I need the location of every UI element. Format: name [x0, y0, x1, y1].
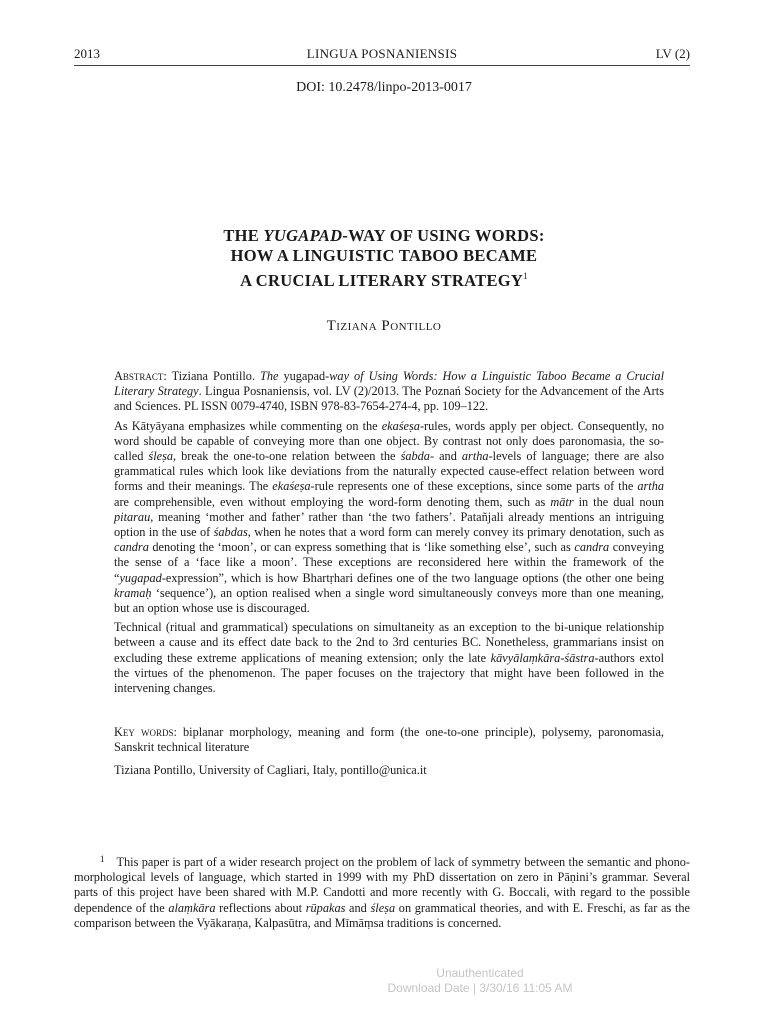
title-line-1: THE YUGAPAD-WAY OF USING WORDS: [223, 226, 545, 245]
text-run: This paper is part of a wider research project on the problem of lack of symmetry between the semantic and phono-morphological levels of language, which started in 1999 with my PhD dissertation on zero in Pāṇini’s grammar. Several parts of this project have been shared with M.P. Candotti and more recently with G. Boccali, with regard to the possible dependence of the [74, 855, 690, 915]
text-run: , break the one-to-one relation between the [173, 449, 401, 464]
text-run: , when he notes that a word form can merely convey its primary denotation, such as [247, 525, 664, 540]
title-line-3: A CRUCIAL LITERARY STRATEGY$^1$ [240, 271, 528, 290]
keywords: Key words: biplanar morphology, meaning and form (the one-to-one principle), polysemy, paronomasia, Sanskrit technical literature [114, 725, 664, 755]
text-run: -rules, words apply per object. Consequently, no word should be capable of conveying more than one object. By contrast not only does paronomasia, the so-called [114, 418, 664, 464]
author-affiliation: Tiziana Pontillo, University of Cagliari, Italy, pontillo@unica.it [114, 763, 427, 777]
text-run: denoting the ‘moon’, or can express something that is ‘like something else’, such as [148, 540, 575, 555]
running-header [74, 46, 690, 66]
italic-term: alaṃkāra [168, 900, 216, 915]
text-run: -rule represents one of these exceptions, since some parts of the [310, 479, 638, 494]
footnote [74, 852, 690, 931]
title-footnote-marker[interactable]: 1 [523, 271, 528, 281]
italic-term: kāvyālaṃkāra-śāstra [490, 650, 595, 665]
italic-term: kramaḥ [114, 585, 152, 600]
title-line-2: HOW A LINGUISTIC TABOO BECAME [230, 246, 538, 265]
italic-term: rūpakas [305, 900, 346, 915]
header-rule [74, 65, 690, 66]
text-run: , meaning ‘mother and father’ rather than ‘the two fathers’. Patañjali already mentions an intriguing option in the use of [114, 509, 664, 540]
italic-term: mātr [550, 494, 574, 509]
text-run: conveying the sense of a ‘face like a moon’. These exceptions are reconsidered here within the framework of the “ [114, 540, 664, 585]
abstract-paragraph [114, 620, 664, 696]
text-run: -expression”, which is how Bhartṛhari defines one of the two language options (the other one being [161, 570, 664, 585]
italic-term: ekaśeṣa [381, 418, 420, 433]
article-title [0, 226, 768, 291]
italic-term: candra [574, 540, 610, 555]
text-run: As Kātyāyana emphasizes while commenting on the [114, 418, 382, 433]
text-run: - and [429, 449, 462, 464]
text-run: Technical (ritual and grammatical) speculations on simultaneity as an exception to the bi-unique relationship between a cause and its effect date back to the 2nd to 3rd centuries BC. Nonetheless, grammarians insist on excluding these extreme applications of meaning extension; only the late [114, 620, 664, 665]
abstract [114, 369, 664, 696]
text-run: reflections about [215, 900, 306, 915]
text-run: are comprehensible, even without employing the word-form denoting them, such as [114, 494, 551, 509]
text-run: on grammatical theories, and with E. Freschi, as far as the comparison between the Vyākaraṇa, Kalpasūtra, and Mīmāṃsa traditions is concerned. [74, 900, 690, 930]
header-year: 2013 [74, 46, 100, 61]
download-watermark [380, 966, 580, 996]
italic-term: śabda [400, 449, 430, 464]
italic-term: artha [461, 449, 489, 464]
text-run: and [345, 900, 371, 915]
text-run: in the dual noun [573, 494, 664, 509]
doi[interactable]: DOI: 10.2478/linpo-2013-0017 [296, 80, 472, 95]
italic-term: candra [114, 540, 149, 555]
keywords-text: biplanar morphology, meaning and form (the one-to-one principle), polysemy, paronomasia, Sanskrit technical literature [114, 725, 664, 755]
italic-term: ekaśeṣa [272, 479, 311, 494]
italic-term: śleṣa [370, 900, 396, 915]
text-run: -levels of language; there are also grammatical rules which look like deviations from the naturally expected cause-effect relation between word forms and their meanings. The [114, 449, 665, 494]
text-run: ‘sequence’), an option realised when a single word simultaneously conveys more than one meaning, but an option whose use is discouraged. [114, 585, 664, 616]
footnote-marker: 1 [100, 854, 105, 864]
abstract-citation: Abstract: Tiziana Pontillo. The yugapad-way of Using Words: How a Linguistic Taboo Became a Crucial Literary Strategy. Lingua Posnaniensis, vol. LV (2)/2013. The Poznań Society for the Advancement of the Arts and Sciences. PL ISSN 0079-4740, ISBN 978-83-7654-274-4, pp. 109–122. [114, 369, 664, 414]
text-run: -authors extol the virtues of the phenomenon. The paper focuses on the trajectory that might have been followed in the intervening changes. [114, 650, 664, 696]
footnote-text [74, 855, 690, 930]
abstract-label: Abstract [114, 369, 164, 383]
header-journal: LINGUA POSNANIENSIS [306, 46, 458, 61]
keywords-label: Key words [114, 725, 174, 739]
italic-term: śabdas [213, 525, 248, 540]
watermark-line-2: Download Date | 3/30/16 11:05 AM [387, 981, 573, 995]
author-name: Tiziana Pontillo [326, 318, 442, 334]
abstract-paragraph [114, 419, 664, 617]
italic-term: yugapad [119, 570, 162, 585]
italic-term: artha [637, 479, 664, 494]
header-volume: LV (2) [655, 46, 690, 61]
italic-term: pitarau [114, 509, 151, 524]
italic-term: śleṣa [148, 449, 174, 464]
watermark-line-1: Unauthenticated [436, 966, 524, 980]
